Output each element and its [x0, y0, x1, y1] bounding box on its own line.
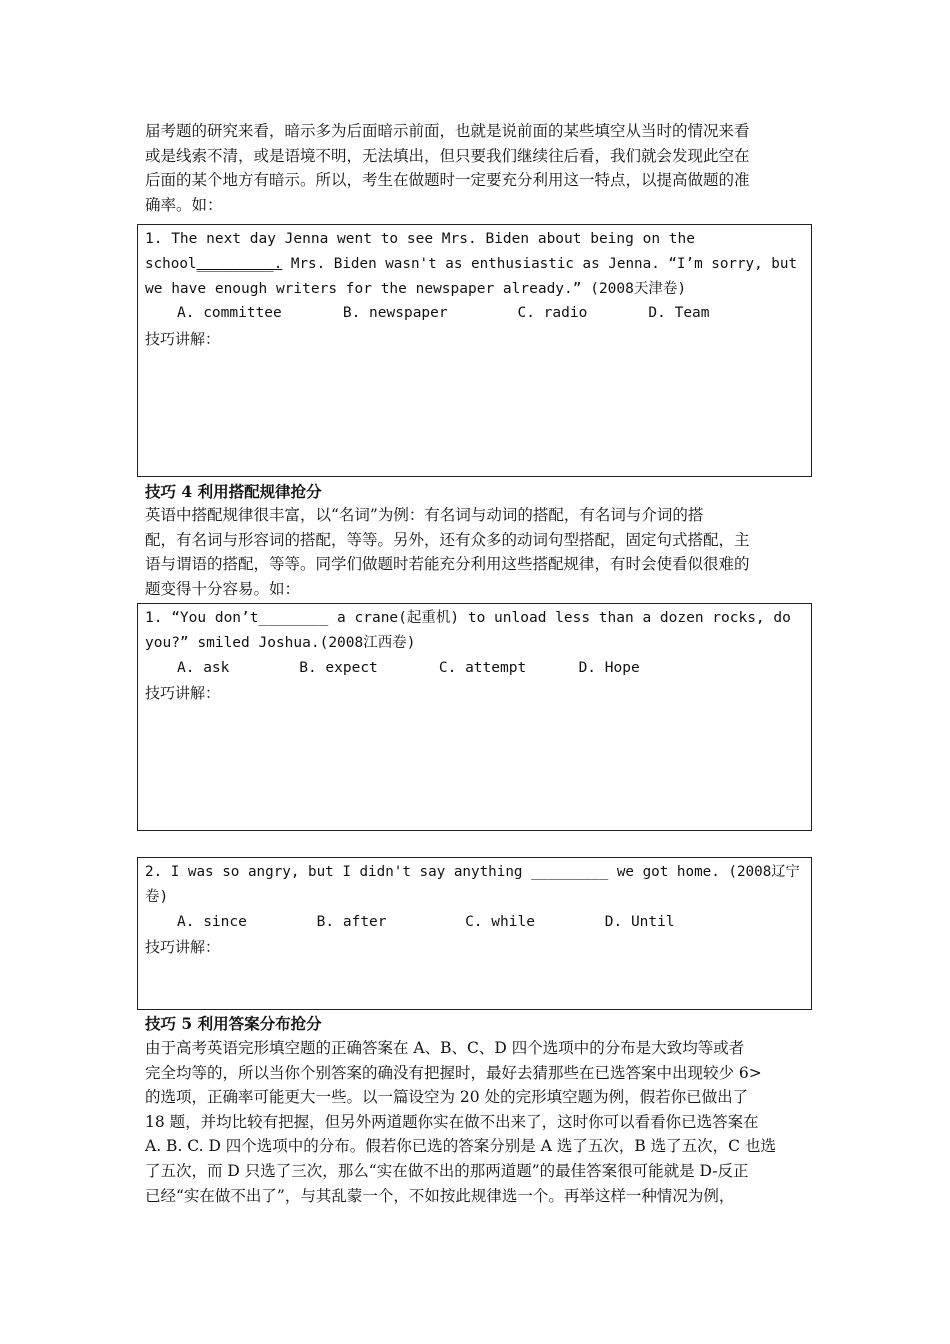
- question-1-text: [145, 606, 806, 680]
- text-line: 完全均等的，所以当你个别答案的确没有把握时，最好去猜那些在已选答案中出现较少 6>: [145, 1063, 762, 1082]
- text-line: 18 题，并均比较有把握，但另外两道题你实在做不出来了，这时你可以看看你已选答案在: [145, 1112, 759, 1131]
- tip5-paragraph: [145, 1036, 807, 1208]
- text-line: 由于高考英语完形填空题的正确答案在 A、B、C、D 四个选项中的分布是大致均等或者: [145, 1039, 745, 1057]
- question-line: 1. “You don’t________ a crane(起重机) to unload less than a dozen rocks, do: [145, 610, 791, 626]
- text-line: 的选项，正确率可能更大一些。以一篇设空为 20 处的完形填空题为例，假若你已做出了: [145, 1088, 749, 1107]
- text-line: A. B. C. D 四个选项中的分布。假若你已选的答案分别是 A 选了五次，B 选了五次，C 也选: [145, 1137, 776, 1156]
- text-line: 了五次，而 D 只选了三次，那么“实在做不出的那两道题”的最佳答案很可能就是 D-反正: [145, 1161, 749, 1180]
- text-line: 确率。如：: [145, 195, 223, 214]
- section-heading: 技巧 5 利用答案分布抢分: [145, 1014, 322, 1033]
- tip4-paragraph: [145, 503, 807, 601]
- question-line: [145, 252, 806, 277]
- text-line: 语与谓语的搭配，等等。同学们做题时若能充分利用这些搭配规律，有时会使看似很难的: [145, 555, 750, 574]
- question-box-2: [137, 603, 812, 831]
- text-line: 英语中搭配规律很丰富，以“名词”为例：有名词与动词的搭配，有名词与介词的搭: [145, 506, 704, 524]
- explanation-label: 技巧讲解：: [145, 684, 221, 702]
- answer-blank: _________.: [196, 255, 283, 272]
- text-line: 后面的某个地方有暗示。所以，考生在做题时一定要充分利用这一特点，以提高做题的准: [145, 171, 750, 190]
- question-text: Mrs. Biden wasn't as enthusiastic as Jenna. “I’m sorry, but: [282, 255, 798, 272]
- answer-options: A. ask B. expect C. attempt D. Hope: [177, 659, 640, 676]
- section-heading: 技巧 4 利用搭配规律抢分: [145, 482, 322, 501]
- text-line: 或是线索不清，或是语境不明，无法填出，但只要我们继续往后看，我们就会发现此空在: [145, 146, 750, 165]
- explanation-label: 技巧讲解：: [145, 938, 221, 956]
- question-box-3: [137, 857, 812, 1010]
- question-line: we have enough writers for the newspaper already.” (2008天津卷): [145, 280, 687, 297]
- question-text: school: [145, 255, 197, 272]
- question-1-text: [145, 227, 806, 326]
- text-line: 已经“实在做不出了”，与其乱蒙一个，不如按此规律选一个。再举这样一种情况为例，: [145, 1186, 735, 1205]
- question-2-text: [145, 860, 806, 934]
- question-line: you?” smiled Joshua.(2008江西卷): [145, 634, 416, 651]
- question-line: 卷): [145, 888, 169, 905]
- intro-paragraph: [145, 119, 807, 217]
- text-line: 届考题的研究来看，暗示多为后面暗示前面，也就是说前面的某些填空从当时的情况来看: [145, 122, 750, 140]
- answer-options: A. committee B. newspaper C. radio D. Team: [177, 305, 710, 322]
- question-line: 2. I was so angry, but I didn't say anything _________ we got home. (2008辽宁: [145, 864, 800, 880]
- question-line: 1. The next day Jenna went to see Mrs. Biden about being on the: [145, 231, 695, 247]
- text-line: 题变得十分容易。如：: [145, 579, 301, 598]
- question-box-1: [137, 224, 812, 477]
- explanation-label: 技巧讲解：: [145, 330, 221, 348]
- answer-options: A. since B. after C. while D. Until: [177, 913, 675, 930]
- text-line: 配，有名词与形容词的搭配，等等。另外，还有众多的动词句型搭配，固定句式搭配，主: [145, 530, 750, 549]
